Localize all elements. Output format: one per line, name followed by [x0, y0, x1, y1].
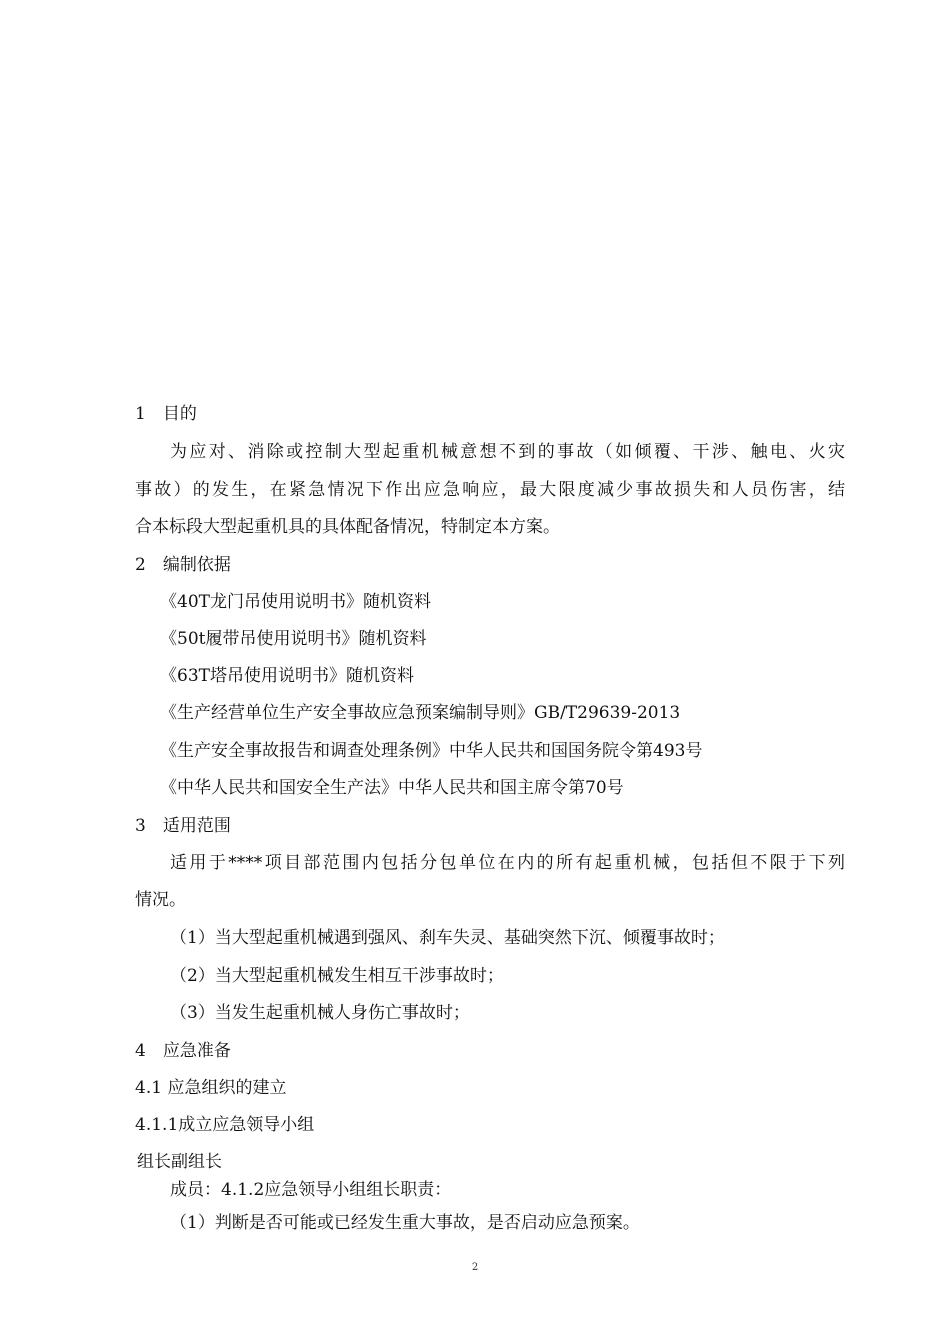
text-line: 合本标段大型起重机具的具体配备情况，特制定本方案。	[135, 517, 560, 537]
text-line: 1 目的	[135, 404, 197, 424]
text-line: 情况。	[135, 890, 186, 910]
text-line: 《40T龙门吊使用说明书》随机资料	[160, 592, 431, 612]
text-line: 4.1 应急组织的建立	[135, 1078, 287, 1098]
text-line: 4.1.1成立应急领导小组	[135, 1115, 315, 1135]
text-line: 2 编制依据	[135, 555, 231, 575]
text-line: 3 适用范围	[135, 816, 231, 836]
text-line: 成员：4.1.2应急领导小组组长职责：	[170, 1180, 452, 1200]
text-line: 为应对、消除或控制大型起重机械意想不到的事故（如倾覆、干涉、触电、火灾	[170, 442, 845, 462]
text-line: （3）当发生起重机械人身伤亡事故时；	[170, 1003, 470, 1023]
text-line: 《50t履带吊使用说明书》随机资料	[160, 629, 427, 649]
text-line: 组长副组长	[137, 1152, 222, 1172]
text-line: 适用于****项目部范围内包括分包单位在内的所有起重机械，包括但不限于下列	[170, 853, 845, 873]
text-line: 《中华人民共和国安全生产法》中华人民共和国主席令第70号	[160, 778, 624, 798]
text-line: 4 应急准备	[135, 1041, 231, 1061]
text-line: 《63T塔吊使用说明书》随机资料	[160, 666, 414, 686]
text-line: （1）判断是否可能或已经发生重大事故，是否启动应急预案。	[170, 1213, 640, 1233]
text-line: （2）当大型起重机械发生相互干涉事故时；	[170, 966, 504, 986]
text-line: 《生产安全事故报告和调查处理条例》中华人民共和国国务院令第493号	[160, 741, 703, 761]
text-line: （1）当大型起重机械遇到强风、刹车失灵、基础突然下沉、倾覆事故时；	[170, 928, 725, 948]
text-line: 《生产经营单位生产安全事故应急预案编制导则》GB/T29639-2013	[160, 703, 681, 723]
text-line: 事故）的发生，在紧急情况下作出应急响应，最大限度减少事故损失和人员伤害，结	[135, 480, 845, 500]
page-number: 2	[471, 1262, 479, 1273]
